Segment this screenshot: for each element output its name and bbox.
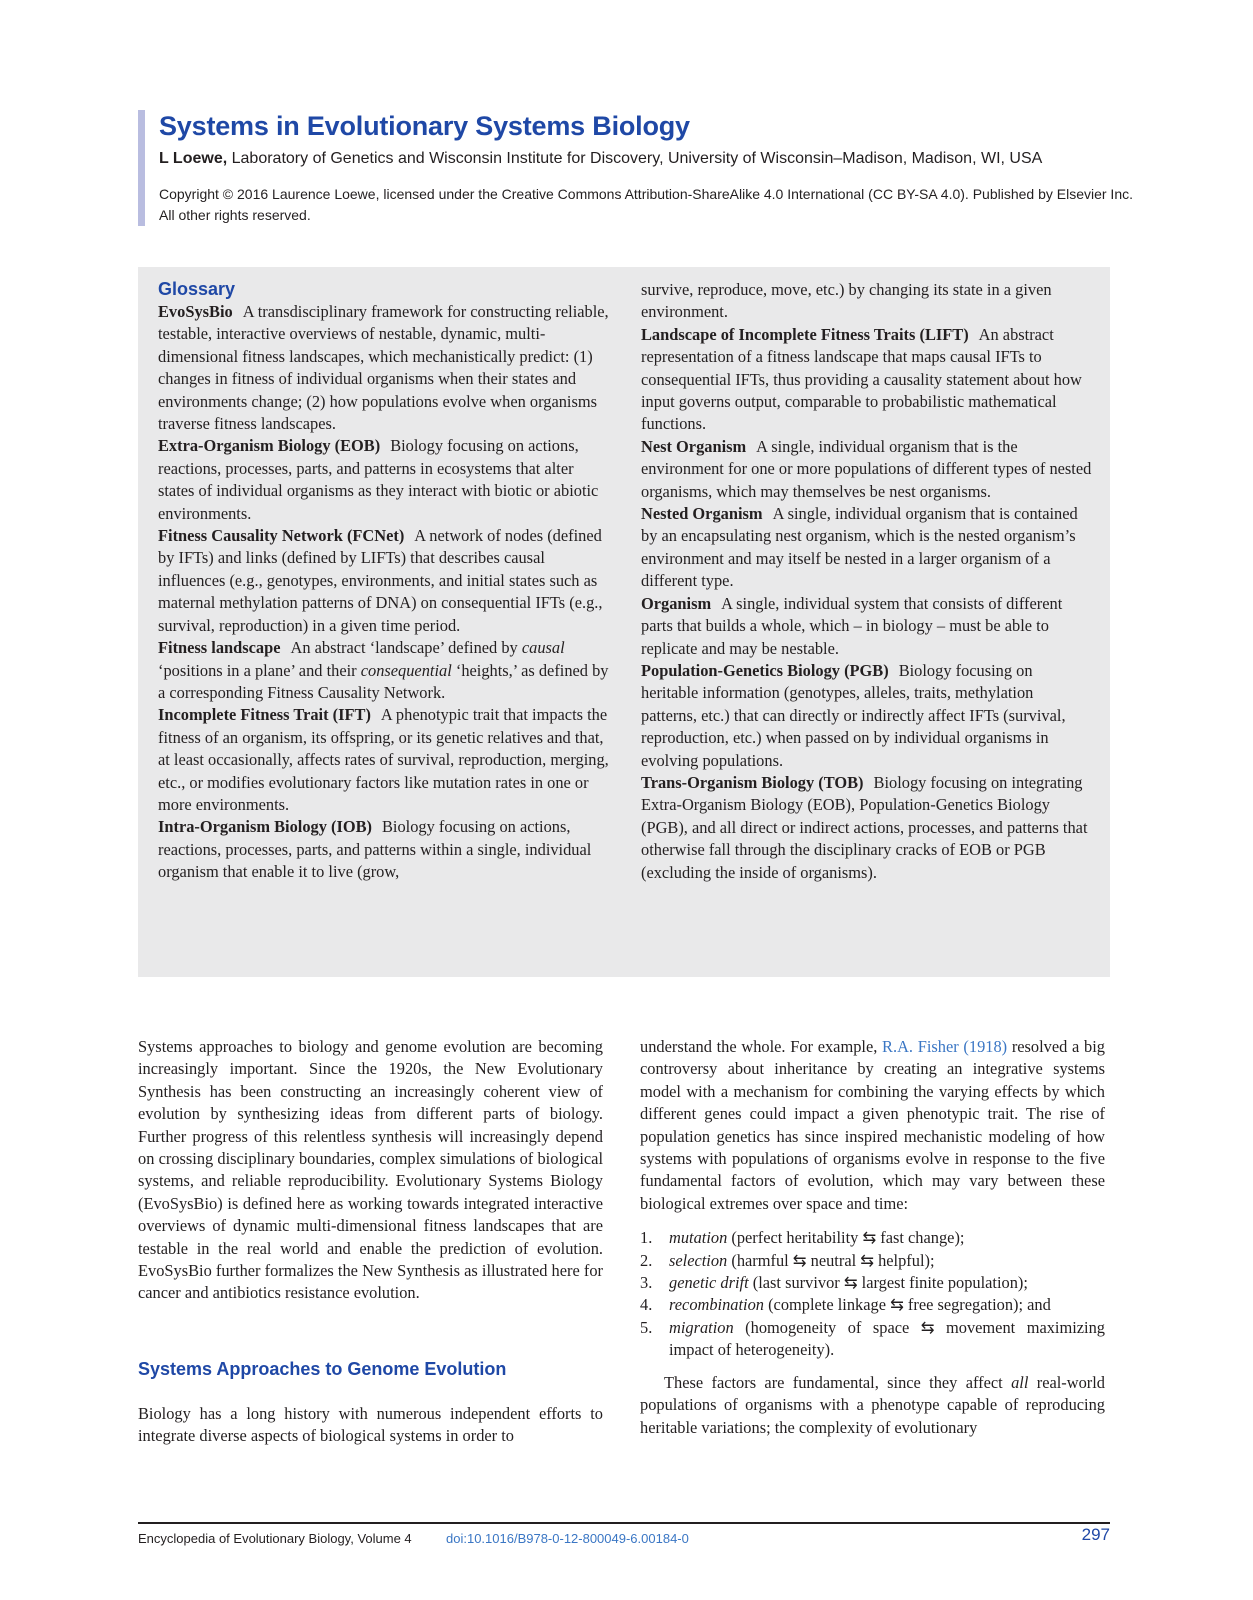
list-item xyxy=(640,1250,1105,1272)
citation-link[interactable]: R.A. Fisher (1918) xyxy=(882,1037,1008,1056)
emphasis-text: all xyxy=(1011,1372,1029,1392)
glossary-definition: A single, individual system that consists of different parts that builds a whole, which – in biology – must be able to replicate and may be nestable. xyxy=(641,593,1063,658)
copyright-notice: Copyright © 2016 Laurence Loewe, licensed under the Creative Commons Attribution-ShareAlike 4.0 International (CC BY-SA 4.0). Published by Elsevier Inc. All other rights reserved. xyxy=(159,186,1133,223)
glossary-definition: An abstract representation of a fitness landscape that maps causal IFTs to consequential IFTs, thus providing a causality statement about how input governs output, comparable to probabilistic mathematical functions. xyxy=(641,324,1082,434)
intro-paragraph: Systems approaches to biology and genome evolution are becoming increasingly important. Since the 1920s, the New Evolutionary Synthesis has been constructing an increasingly coherent view of evolution by synthesizing ideas from different parts of biology. Further progress of this relentless synthesis will increasingly depend on crossing disciplinary boundaries, complex simulations of biological systems, and reliable reproducibility. Evolutionary Systems Biology (EvoSysBio) is defined here as working towards integrated interactive overviews of dynamic multi-dimensional fitness landscapes that are testable in the real world and enable the prediction of evolution. EvoSysBio further formalizes the New Synthesis as illustrated here for cancer and antibiotics resistance evolution. xyxy=(138,1037,603,1303)
list-item xyxy=(640,1272,1105,1294)
glossary-entry xyxy=(158,816,610,883)
glossary-term: Organism xyxy=(641,593,712,613)
glossary-term: Nest Organism xyxy=(641,436,747,456)
glossary-definition: A phenotypic trait that impacts the fitness of an organism, its offspring, or its genetic relatives and that, at least occasionally, affects rates of survival, reproduction, merging, etc., or modifies evolutionary factors like mutation rates in one or more environments. xyxy=(158,705,609,814)
glossary-entry xyxy=(158,525,610,637)
list-number: 3. xyxy=(640,1273,653,1293)
list-number: 2. xyxy=(640,1250,653,1270)
glossary-entry xyxy=(641,436,1093,503)
glossary-term: Incomplete Fitness Trait (IFT) xyxy=(158,705,371,725)
body-paragraph xyxy=(640,1036,1105,1215)
glossary-box xyxy=(138,267,1110,977)
author-affiliation: Laboratory of Genetics and Wisconsin Institute for Discovery, University of Wisconsin–Madison, Madison, WI, USA xyxy=(231,150,1043,167)
closing-paragraph xyxy=(640,1372,1105,1439)
glossary-entry xyxy=(158,301,610,435)
list-number: 5. xyxy=(640,1317,653,1337)
glossary-entry xyxy=(158,704,610,816)
glossary-definition: A transdisciplinary framework for constructing reliable, testable, interactive overviews of nestable, dynamic, multi-dimensional fitness landscapes, which mechanistically predict: (1) changes in fitness of individual organisms when their states and environments change; (2) how populations evolve when organisms traverse fitness landscapes. xyxy=(158,302,609,434)
glossary-term: Fitness landscape xyxy=(158,638,281,658)
glossary-definition-part: An abstract ‘landscape’ defined by xyxy=(290,638,522,658)
paragraph-text: real-world populations of organisms with a phenotype capable of reproducing heritable variations; the complexity of evolutionary xyxy=(640,1372,1105,1437)
list-number: 4. xyxy=(640,1295,653,1315)
glossary-definition: Biology focusing on actions, reactions, processes, parts, and patterns in ecosystems that alter states of individual organisms as they interact with biotic or abiotic environments. xyxy=(158,436,599,523)
author-line xyxy=(159,148,1139,170)
factor-name: selection xyxy=(669,1250,728,1270)
factor-text: (homogeneity of space ⇆ movement maximizing impact of heterogeneity). xyxy=(669,1317,1105,1360)
glossary-entry xyxy=(641,593,1093,660)
glossary-entry xyxy=(158,435,610,525)
list-number: 1. xyxy=(640,1228,653,1248)
doi-link[interactable]: doi:10.1016/B978-0-12-800049-6.00184-0 xyxy=(446,1531,689,1546)
glossary-continuation: survive, reproduce, move, etc.) by changing its state in a given environment. xyxy=(641,280,1052,322)
glossary-entry xyxy=(641,772,1093,884)
glossary-definition-part: ‘heights,’ as defined by a corresponding Fitness Causality Network. xyxy=(158,660,609,702)
glossary-definition-italic: consequential xyxy=(360,660,452,680)
factor-text: (last survivor ⇆ largest finite population); xyxy=(748,1273,1028,1293)
page-number: 297 xyxy=(1081,1525,1110,1544)
page-footer xyxy=(138,1522,1110,1546)
glossary-definition: Biology focusing on actions, reactions, processes, parts, and patterns within a single, individual organism that enable it to live (grow, xyxy=(158,817,592,882)
glossary-definition-italic: causal xyxy=(521,638,565,658)
body-column-right xyxy=(640,1036,1105,1439)
evolution-factors-list xyxy=(640,1227,1105,1361)
glossary-definition: A network of nodes (defined by IFTs) and links (defined by LIFTs) that describes causal influences (e.g., genotypes, environments, and initial states such as maternal methylation patterns of DNA) on consequential IFTs (e.g., survival, reproduction) in a given time period. xyxy=(158,526,603,635)
factor-text: (harmful ⇆ neutral ⇆ helpful); xyxy=(727,1250,935,1270)
glossary-heading: Glossary xyxy=(158,279,236,299)
factor-name: mutation xyxy=(669,1228,728,1248)
paragraph-text: resolved a big controversy about inheritance by creating an integrative systems model with a mechanism for combining the varying effects by which different genes could impact a given phenotypic trait. The rise of population genetics has since inspired mechanistic modeling of how systems with populations of organisms evolve in response to the five fundamental factors of evolution, which may vary between these biological extremes over space and time: xyxy=(640,1037,1105,1213)
factor-text: (perfect heritability ⇆ fast change); xyxy=(727,1228,965,1248)
glossary-column-right xyxy=(641,279,1093,884)
glossary-term: Fitness Causality Network (FCNet) xyxy=(158,526,405,546)
glossary-entry xyxy=(641,324,1093,436)
section-heading: Systems Approaches to Genome Evolution xyxy=(138,1358,507,1379)
factor-name: migration xyxy=(669,1317,734,1337)
paragraph-text: These factors are fundamental, since they affect xyxy=(664,1372,1012,1392)
list-item xyxy=(640,1227,1105,1249)
glossary-entry xyxy=(641,503,1093,593)
glossary-definition: Biology focusing on integrating Extra-Organism Biology (EOB), Population-Genetics Biology (PGB), and all direct or indirect actions, processes, and patterns that otherwise fall through the disciplinary cracks of EOB or PGB (excluding the inside of organisms). xyxy=(641,772,1088,882)
glossary-term: EvoSysBio xyxy=(158,302,233,321)
article-title: Systems in Evolutionary Systems Biology xyxy=(159,111,690,141)
glossary-definition: Biology focusing on heritable information (genotypes, alleles, traits, methylation patterns, etc.) that can directly or indirectly affect IFTs (survival, reproduction, etc.) when passed on by individual organisms in evolving populations. xyxy=(641,660,1066,770)
glossary-definition-part: ‘positions in a plane’ and their xyxy=(158,660,361,680)
glossary-entry xyxy=(641,660,1093,772)
body-column-left xyxy=(138,1036,603,1448)
glossary-term: Extra-Organism Biology (EOB) xyxy=(158,436,381,456)
factor-name: genetic drift xyxy=(669,1273,749,1293)
glossary-term: Trans-Organism Biology (TOB) xyxy=(641,772,864,792)
glossary-column-left xyxy=(158,277,610,884)
section-paragraph: Biology has a long history with numerous independent efforts to integrate diverse aspects of biological systems in order to xyxy=(138,1403,603,1446)
glossary-term: Nested Organism xyxy=(641,504,763,524)
journal-name: Encyclopedia of Evolutionary Biology, Volume 4 xyxy=(138,1531,412,1546)
list-item xyxy=(640,1317,1105,1362)
glossary-definition: A single, individual organism that is contained by an encapsulating nest organism, which is the nested organism’s environment and may itself be nested in a larger organism of a different type. xyxy=(641,504,1078,591)
factor-text: (complete linkage ⇆ free segregation); and xyxy=(764,1295,1051,1315)
article-header xyxy=(138,110,1139,226)
glossary-entry xyxy=(158,637,610,704)
factor-name: recombination xyxy=(669,1295,764,1315)
author-name: L Loewe, xyxy=(159,150,228,167)
glossary-definition: A single, individual organism that is the environment for one or more populations of different types of nested organisms, which may themselves be nest organisms. xyxy=(641,436,1092,501)
glossary-term: Landscape of Incomplete Fitness Traits (LIFT) xyxy=(641,324,969,344)
glossary-term: Intra-Organism Biology (IOB) xyxy=(158,817,372,837)
paragraph-text: understand the whole. For example, xyxy=(640,1037,883,1056)
list-item xyxy=(640,1294,1105,1316)
glossary-term: Population-Genetics Biology (PGB) xyxy=(641,660,889,680)
